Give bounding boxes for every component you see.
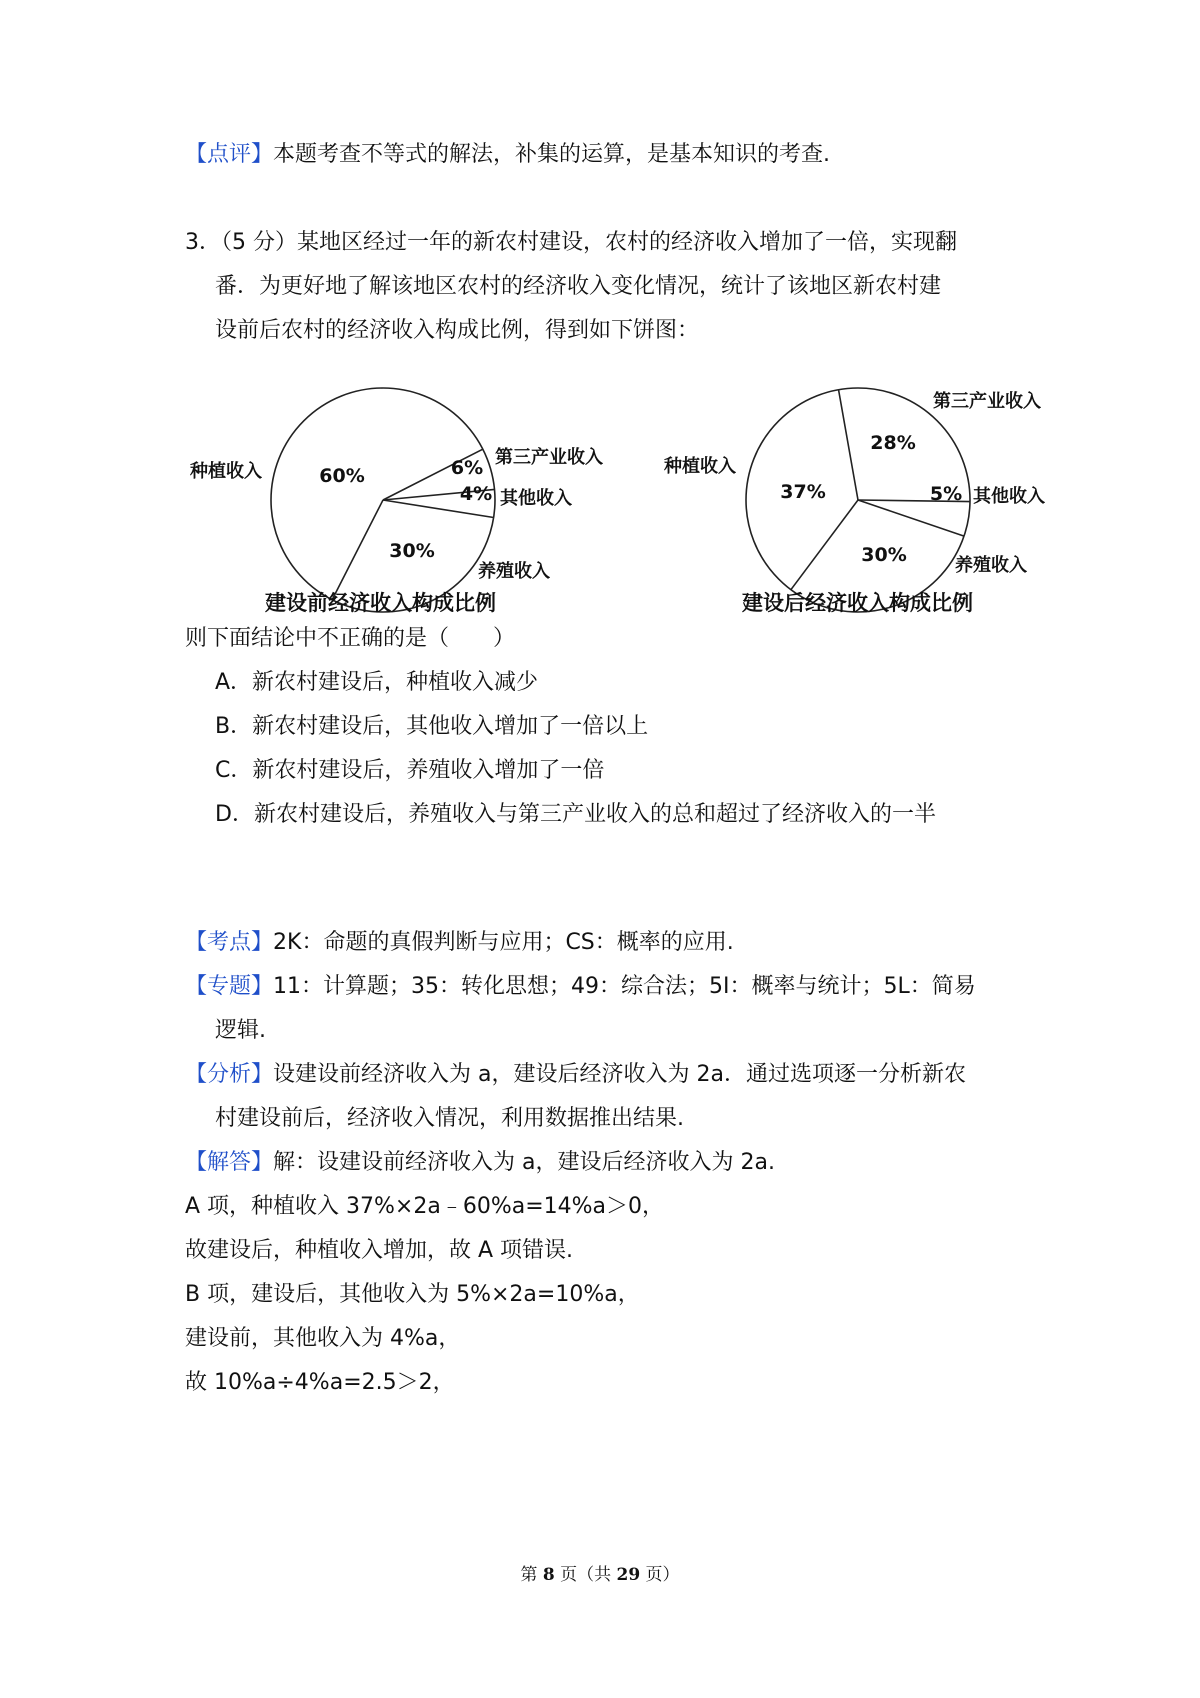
pie-value-label: 4% — [459, 483, 493, 505]
pie-before-group — [189, 388, 603, 612]
pie-value-label: 5% — [929, 483, 963, 505]
kaodian-text: 2K：命题的真假判断与应用；CS：概率的应用. — [273, 930, 734, 955]
pie-before-caption: 建设前经济收入构成比例 — [265, 591, 496, 615]
zhuanti-line — [185, 972, 976, 1002]
zhuanti-tag: 【专题】 — [185, 974, 274, 999]
footer-prefix: 第 — [520, 1565, 543, 1585]
option-b: B．新农村建设后，其他收入增加了一倍以上 — [215, 714, 649, 739]
pie-category-label: 其他收入 — [973, 486, 1045, 507]
pie-after-group — [663, 388, 1045, 612]
kaodian-line — [185, 928, 734, 958]
question-line-3: 设前后农村的经济收入构成比例，得到如下饼图： — [215, 318, 700, 343]
jieda-line — [185, 1148, 775, 1178]
pie-after-caption: 建设后经济收入构成比例 — [742, 591, 973, 615]
question-line-2: 番．为更好地了解该地区农村的经济收入变化情况，统计了该地区新农村建 — [215, 274, 942, 299]
zhuanti-text: 11：计算题；35：转化思想；49：综合法；5I：概率与统计；5L：简易 — [273, 974, 976, 999]
pie-value-label: 60% — [319, 465, 365, 487]
footer-suffix: 页） — [640, 1565, 680, 1585]
page-footer — [0, 1560, 1200, 1585]
zhuanti-text-2: 逻辑. — [215, 1018, 266, 1043]
pie-value-label: 30% — [389, 540, 435, 562]
solution-step-5: 故 10%a÷4%a=2.5＞2， — [185, 1370, 455, 1395]
jieda-text: 解：设建设前经济收入为 a，建设后经济收入为 2a. — [273, 1150, 775, 1175]
fenxi-text: 设建设前经济收入为 a，建设后经济收入为 2a．通过选项逐一分析新农 — [273, 1062, 966, 1087]
footer-page: 8 — [542, 1565, 555, 1585]
pie-category-label: 种植收入 — [664, 456, 736, 477]
option-d: D．新农村建设后，养殖收入与第三产业收入的总和超过了经济收入的一半 — [215, 802, 936, 827]
question-prompt: 则下面结论中不正确的是（ ） — [185, 626, 516, 651]
footer-total: 29 — [616, 1565, 641, 1585]
pie-category-label: 种植收入 — [190, 461, 262, 482]
solution-step-1: A 项，种植收入 37%×2a﹣60%a=14%a＞0， — [185, 1194, 665, 1219]
footer-middle: 页（共 — [554, 1565, 617, 1585]
pie-category-label: 其他收入 — [500, 488, 572, 509]
fenxi-text-2: 村建设前后，经济收入情况，利用数据推出结果. — [215, 1106, 684, 1131]
fenxi-line — [185, 1060, 966, 1090]
comment-tag: 【点评】 — [185, 142, 274, 167]
pie-category-label: 第三产业收入 — [933, 391, 1041, 412]
pie-category-label: 养殖收入 — [478, 561, 550, 582]
pie-value-label: 37% — [780, 481, 826, 503]
comment-text: 本题考查不等式的解法，补集的运算，是基本知识的考查. — [273, 142, 831, 167]
kaodian-tag: 【考点】 — [185, 930, 274, 955]
solution-step-4: 建设前，其他收入为 4%a， — [185, 1326, 461, 1351]
solution-step-2: 故建设后，种植收入增加，故 A 项错误. — [185, 1238, 574, 1263]
pie-value-label: 28% — [870, 432, 916, 454]
pie-category-label: 第三产业收入 — [495, 447, 603, 468]
jieda-tag: 【解答】 — [185, 1150, 274, 1175]
pie-value-label: 6% — [450, 457, 484, 479]
option-c: C．新农村建设后，养殖收入增加了一倍 — [215, 758, 605, 783]
pie-category-label: 养殖收入 — [955, 555, 1027, 576]
question-line-1: 3．（5 分）某地区经过一年的新农村建设，农村的经济收入增加了一倍，实现翻 — [185, 230, 957, 255]
solution-step-3: B 项，建设后，其他收入为 5%×2a=10%a， — [185, 1282, 640, 1307]
fenxi-tag: 【分析】 — [185, 1062, 274, 1087]
option-a: A．新农村建设后，种植收入减少 — [215, 670, 539, 695]
pie-value-label: 30% — [861, 544, 907, 566]
